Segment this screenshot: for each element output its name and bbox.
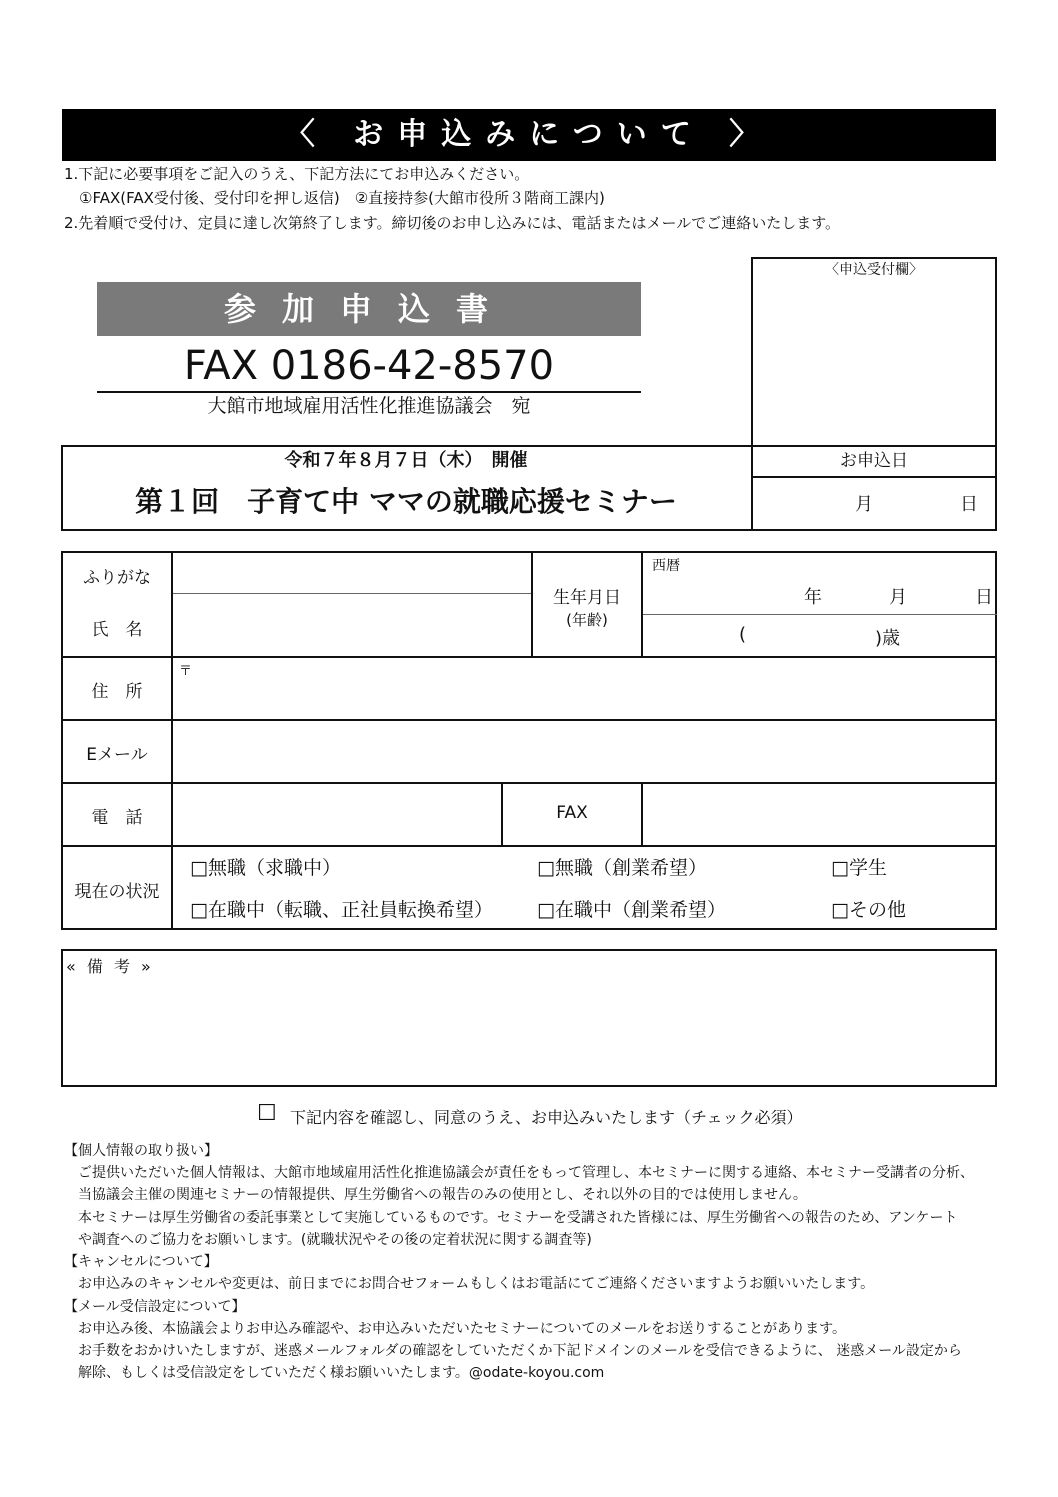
apply-month: 月 [855,494,873,515]
privacy-text: 本セミナーは厚生労働省の委託事業として実施しているものです。セミナーを受講された皆様には、厚生労働省への報告のため、アンケート [64,1210,958,1226]
name-label: 氏 名 [91,620,143,640]
birth-year-label: 年 [804,587,822,608]
privacy-heading: 【個人情報の取り扱い】 [64,1143,218,1159]
birth-day-label: 日 [975,587,993,608]
mail-text: お申込み後、本協議会よりお申込み確認や、お申込みいただいたセミナーについてのメールをお送りすることがあります。 [64,1321,847,1337]
status-option-unemployed-startup[interactable]: □無職（創業希望） [537,857,707,879]
remarks-label: « 備 考 » [66,957,154,976]
status-option-employed-startup[interactable]: □在職中（創業希望） [537,899,726,921]
postal-mark: 〒 [179,664,193,679]
mail-text: 解除、もしくは受信設定をしていただく様お願いいたします。@odate-koyou.com [64,1365,605,1381]
status-option-unemployed-jobseeking[interactable]: □無職（求職中） [190,857,341,879]
address-label: 住 所 [91,682,143,702]
furigana-label: ふりがな [83,568,151,588]
privacy-text: や調査へのご協力をお願いします。(就職状況やその後の定着状況に関する調査等) [64,1232,592,1248]
intro-line-2: ①FAX(FAX受付後、受付印を押し返信) ②直接持参(大館市役所３階商工課内) [64,189,605,207]
privacy-text: ご提供いただいた個人情報は、大館市地域雇用活性化推進協議会が責任をもって管理し、本セミナーに関する連絡、本セミナー受講者の分析、 [64,1165,974,1181]
birth-label: 生年月日 [553,588,621,608]
privacy-text: 当協議会主催の関連セミナーの情報提供、厚生労働省への報告のみの使用とし、それ以外の目的では使用しません。 [64,1187,807,1203]
fax-label: FAX [556,803,588,823]
cancel-text: お申込みのキャンセルや変更は、前日までにお問合せフォームもしくはお電話にてご連絡くださいますようお願いいたします。 [64,1276,875,1292]
apply-date-label: お申込日 [840,451,908,471]
phone-input[interactable] [173,784,501,845]
furigana-input[interactable] [173,553,531,593]
consent-text: 下記内容を確認し、同意のうえ、お申込みいたします（チェック必須） [290,1108,803,1127]
email-label: Eメール [86,745,148,765]
remarks-box[interactable] [61,949,997,1087]
divider [63,845,997,847]
status-option-employed-change[interactable]: □在職中（転職、正社員転換希望） [190,899,493,921]
fax-input[interactable] [643,784,997,845]
reception-label: 〈申込受付欄〉 [825,262,923,278]
age-close: )歳 [875,628,901,649]
event-date: 令和７年８月７日（木） 開催 [284,450,528,471]
cancel-heading: 【キャンセルについて】 [64,1254,218,1270]
address-input[interactable] [173,658,997,719]
age-open: ( [739,624,747,645]
status-option-student[interactable]: □学生 [831,857,887,879]
seireki-label: 西暦 [652,558,680,574]
addressee: 大館市地域雇用活性化推進協議会 宛 [207,395,531,417]
status-label: 現在の状況 [74,882,160,902]
applicant-table [61,551,997,930]
phone-label: 電 話 [91,808,143,828]
apply-day: 日 [960,494,978,515]
divider [97,391,641,393]
name-input[interactable] [173,595,531,656]
birth-month-label: 月 [889,587,907,608]
section-header: 〈 お申込みについて 〉 [62,109,996,161]
status-option-other[interactable]: □その他 [831,899,906,921]
email-input[interactable] [173,721,997,782]
intro-line-1: 1.下記に必要事項をご記入のうえ、下記方法にてお申込みください。 [64,165,530,183]
intro-line-3: 2.先着順で受付け、定員に達し次第終了します。締切後のお申し込みには、電話またはメールでご連絡いたします。 [64,214,841,232]
divider [172,593,532,594]
mail-heading: 【メール受信設定について】 [64,1299,246,1315]
age-label: (年齢) [566,611,608,629]
birth-input[interactable] [643,553,997,656]
reception-box [751,257,997,447]
mail-text: お手数をおかけいたしますが、迷惑メールフォルダの確認をしていただくか下記ドメインのメールを受信できるように、 迷惑メール設定から [64,1343,962,1359]
consent-checkbox[interactable]: ☐ [257,1101,277,1126]
divider [751,476,997,478]
fax-number: FAX 0186-42-8570 [183,343,555,389]
form-title: 参加申込書 [97,282,641,336]
event-title: 第１回 子育て中 ママの就職応援セミナー [135,485,677,518]
